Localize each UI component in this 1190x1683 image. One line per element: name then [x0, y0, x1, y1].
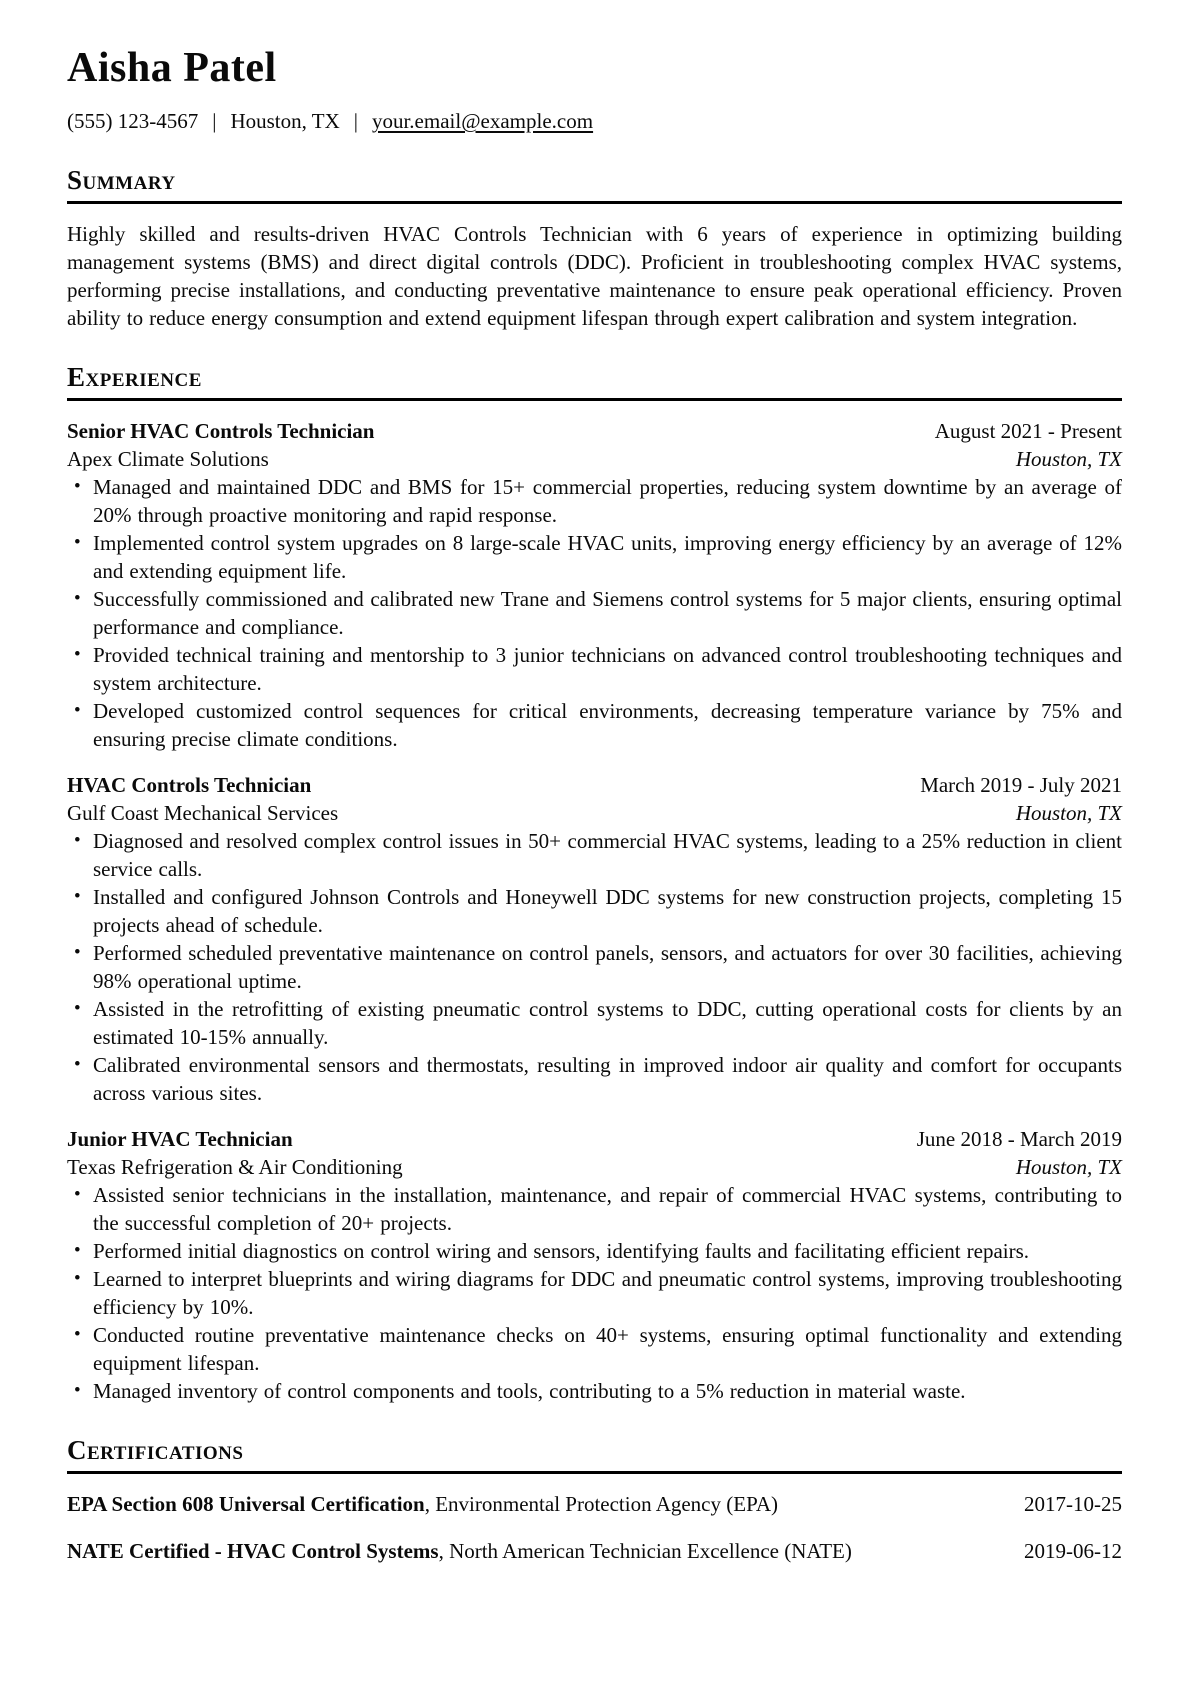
job-dates: August 2021 - Present	[934, 419, 1122, 443]
job-title-row	[67, 1125, 1122, 1153]
job-bullet-list	[67, 1181, 1122, 1405]
section-heading-experience: Experience	[67, 362, 202, 392]
certification-issuer: , North American Technician Excellence (NATE)	[438, 1539, 852, 1563]
job-title: Senior HVAC Controls Technician	[67, 419, 375, 443]
certification-name: EPA Section 608 Universal Certification	[67, 1492, 425, 1516]
job-bullet: • Developed customized control sequences for critical environments, decreasing temperature variance by 75% and ensuring precise climate conditions.	[67, 697, 1122, 753]
contact-phone: (555) 123-4567	[67, 109, 199, 133]
certification-date: 2019-06-12	[1024, 1539, 1122, 1563]
job-title: Junior HVAC Technician	[67, 1127, 293, 1151]
job-bullet: • Successfully commissioned and calibrated new Trane and Siemens control systems for 5 major clients, ensuring optimal performance and compliance.	[67, 585, 1122, 641]
job-bullet: • Managed inventory of control components and tools, contributing to a 5% reduction in material waste.	[67, 1377, 1122, 1405]
contact-separator: |	[212, 109, 217, 133]
job-bullet: • Diagnosed and resolved complex control issues in 50+ commercial HVAC systems, leading to a 25% reduction in client service calls.	[67, 827, 1122, 883]
candidate-name: Aisha Patel	[67, 45, 277, 91]
job-company: Apex Climate Solutions	[67, 447, 269, 471]
job-location: Houston, TX	[1015, 447, 1122, 471]
certification-text	[67, 1537, 852, 1565]
job-entry	[67, 417, 1122, 753]
job-location: Houston, TX	[1015, 1155, 1122, 1179]
job-bullet: • Learned to interpret blueprints and wiring diagrams for DDC and pneumatic control systems, improving troubleshooting efficiency by 10%.	[67, 1265, 1122, 1321]
job-title-row	[67, 771, 1122, 799]
certification-row	[67, 1490, 1122, 1518]
section-rule	[67, 1471, 1122, 1474]
job-entry	[67, 771, 1122, 1107]
job-bullet: • Calibrated environmental sensors and thermostats, resulting in improved indoor air quality and comfort for occupants across various sites.	[67, 1051, 1122, 1107]
job-bullet: • Implemented control system upgrades on 8 large-scale HVAC units, improving energy efficiency by an average of 12% and extending equipment life.	[67, 529, 1122, 585]
job-bullet: • Managed and maintained DDC and BMS for 15+ commercial properties, reducing system downtime by an average of 20% through proactive monitoring and rapid response.	[67, 473, 1122, 529]
certification-row	[67, 1537, 1122, 1565]
certification-text	[67, 1490, 778, 1518]
job-bullet: • Assisted senior technicians in the installation, maintenance, and repair of commercial HVAC systems, contributing to the successful completion of 20+ projects.	[67, 1181, 1122, 1237]
summary-text: Highly skilled and results-driven HVAC Controls Technician with 6 years of experience in optimizing building management systems (BMS) and direct digital controls (DDC). Proficient in troubleshooting complex HVAC systems, performing precise installations, and conducting preventative maintenance to ensure peak operational efficiency. Proven ability to reduce energy consumption and extend equipment lifespan through expert calibration and system integration.	[67, 222, 1122, 330]
job-bullet: • Performed initial diagnostics on control wiring and sensors, identifying faults and facilitating efficient repairs.	[67, 1237, 1122, 1265]
job-dates: June 2018 - March 2019	[916, 1127, 1122, 1151]
job-company-row	[67, 1153, 1122, 1181]
job-company: Gulf Coast Mechanical Services	[67, 801, 339, 825]
certification-date: 2017-10-25	[1024, 1492, 1122, 1516]
job-title: HVAC Controls Technician	[67, 773, 312, 797]
section-heading-certifications: Certifications	[67, 1435, 244, 1465]
job-bullet: • Assisted in the retrofitting of existing pneumatic control systems to DDC, cutting operational costs for clients by an estimated 10-15% annually.	[67, 995, 1122, 1051]
section-rule	[67, 201, 1122, 204]
certification-issuer: , Environmental Protection Agency (EPA)	[424, 1492, 778, 1516]
job-bullet: • Conducted routine preventative maintenance checks on 40+ systems, ensuring optimal functionality and extending equipment lifespan.	[67, 1321, 1122, 1377]
job-dates: March 2019 - July 2021	[920, 773, 1122, 797]
job-bullet: • Performed scheduled preventative maintenance on control panels, sensors, and actuators for over 30 facilities, achieving 98% operational uptime.	[67, 939, 1122, 995]
job-company-row	[67, 445, 1122, 473]
section-heading-summary: Summary	[67, 165, 176, 195]
job-company: Texas Refrigeration & Air Conditioning	[67, 1155, 403, 1179]
job-company-row	[67, 799, 1122, 827]
job-entry	[67, 1125, 1122, 1405]
job-bullet-list	[67, 473, 1122, 753]
job-bullet-list	[67, 827, 1122, 1107]
contact-email-link[interactable]: your.email@example.com	[371, 109, 594, 133]
job-location: Houston, TX	[1015, 801, 1122, 825]
contact-line	[67, 107, 1122, 135]
job-bullet: • Installed and configured Johnson Controls and Honeywell DDC systems for new construction projects, completing 15 projects ahead of schedule.	[67, 883, 1122, 939]
contact-separator: |	[353, 109, 358, 133]
job-bullet: • Provided technical training and mentorship to 3 junior technicians on advanced control troubleshooting techniques and system architecture.	[67, 641, 1122, 697]
section-rule	[67, 398, 1122, 401]
contact-location: Houston, TX	[230, 109, 340, 133]
job-title-row	[67, 417, 1122, 445]
certification-name: NATE Certified - HVAC Control Systems	[67, 1539, 439, 1563]
